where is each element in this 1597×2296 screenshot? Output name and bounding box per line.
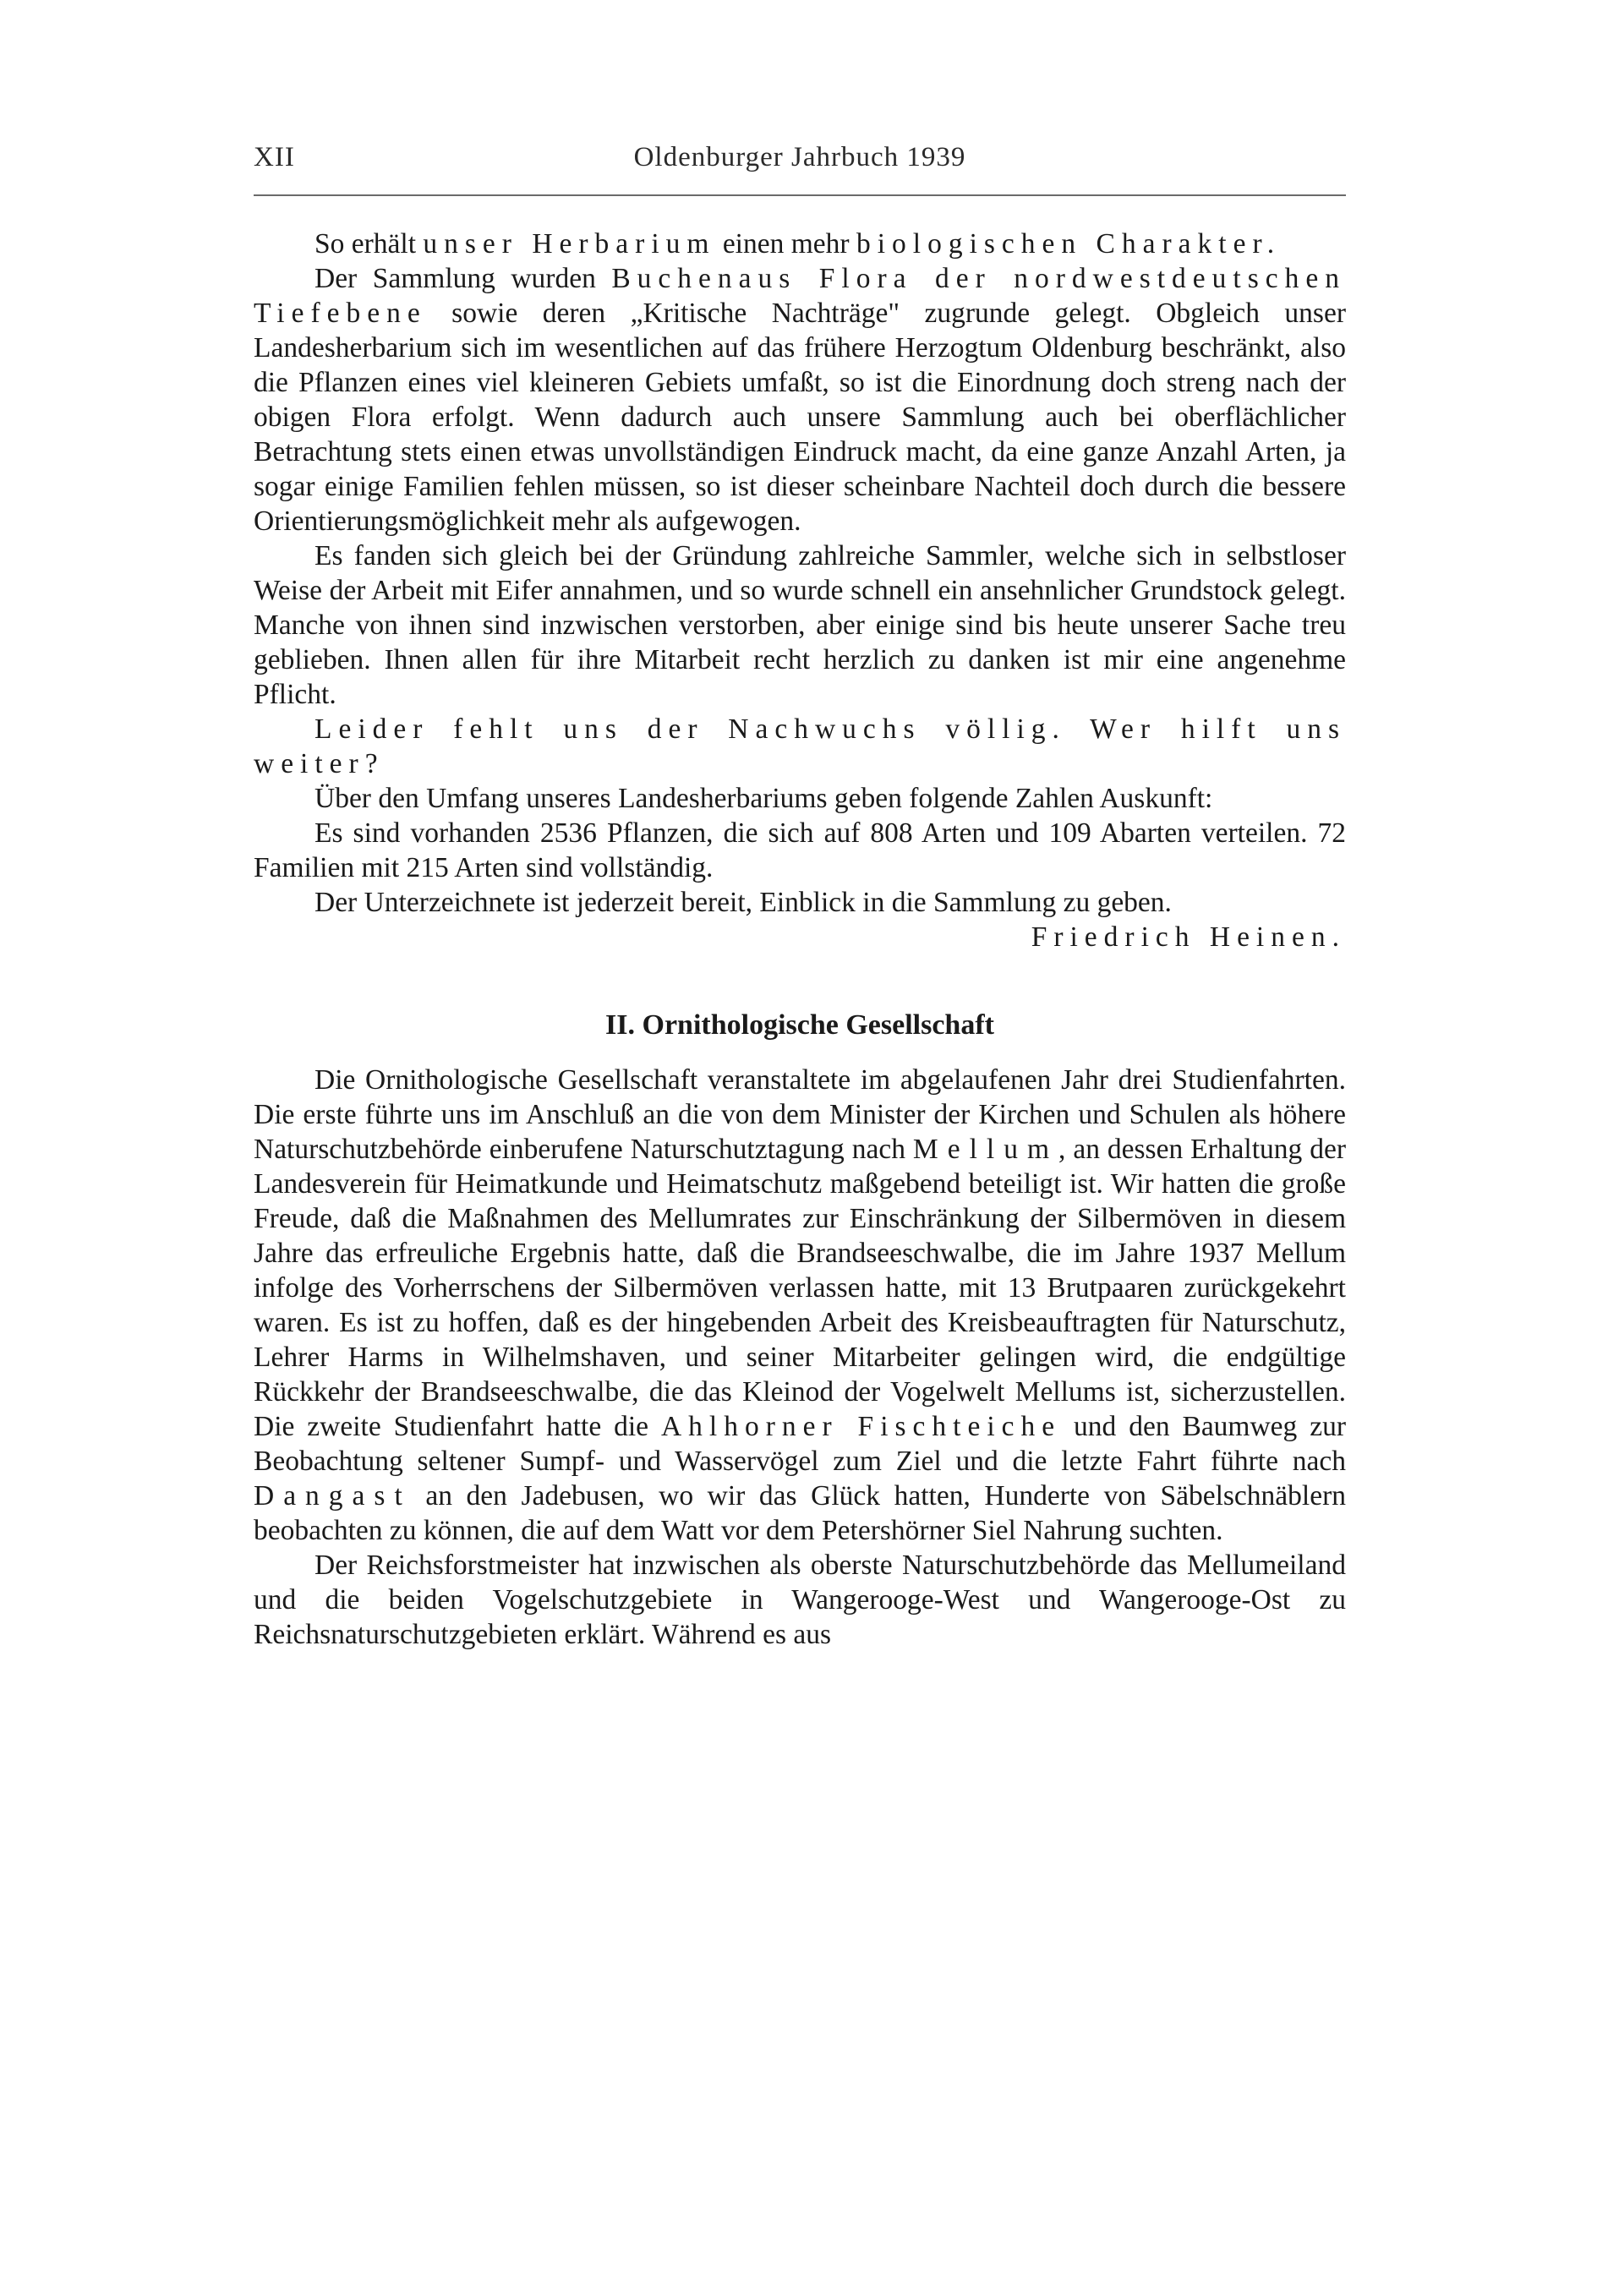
paragraph-collectors: Es fanden sich gleich bei der Gründung zahlreiche Sammler, welche sich in selbstloser Weise der Arbeit mit Eifer annahmen, und so wurde schnell ein ansehnlicher Grundstock gelegt. Manche von ihnen sind inzwischen verstorben, aber einige sind bis heute unserer Sache treu geblieben. Ihnen allen für ihre Mitarbeit recht herzlich zu danken ist mir eine angenehme Pflicht.	[254, 540, 1346, 710]
paragraph-invitation	[254, 885, 1346, 920]
text-run: einen mehr	[715, 228, 856, 260]
section-heading: II. Ornithologische Gesellschaft	[605, 1009, 994, 1041]
text-run: sowie deren „Kritische Nachträge" zugrunde gelegt. Obgleich unser Landesherbarium sich im wesentlichen auf das frühere Herzogtum Oldenburg beschränkt, also die Pflanzen eines viel kleineren Gebiets umfaßt, so ist die Einordnung doch streng nach der obigen Flora erfolgt. Wenn dadurch auch unsere Sammlung auch bei oberflächlicher Betrachtung stets einen etwas unvollständigen Eindruck macht, da eine ganze Anzahl Arten, ja sogar einige Familien fehlen müssen, so ist dieser scheinbare Nachteil doch durch die bessere Orientierungsmöglichkeit mehr als aufgewogen.	[254, 298, 1346, 537]
spaced-text: biologischen Charakter.	[856, 228, 1282, 260]
page-number: XII	[254, 142, 295, 172]
text-run: So erhält	[314, 228, 424, 260]
book-page	[254, 135, 1346, 1652]
spaced-text: Dangast	[254, 1480, 412, 1512]
paragraph-scope: Über den Umfang unseres Landesherbariums geben folgende Zahlen Auskunft:	[314, 783, 1213, 814]
page-body	[254, 227, 1346, 1652]
spaced-text: Buchenaus Flora der nordwestdeutschen Tiefebene	[254, 263, 1346, 329]
paragraph-nature-reserves: Der Reichsforstmeister hat inzwischen als oberste Naturschutzbehörde das Mellumeiland und die beiden Vogelschutzgebiete in Wangerooge-West und Wangerooge-Ost zu Reichsnaturschutzgebieten erklärt. Während es aus	[254, 1550, 1346, 1650]
text-run: Der Sammlung wurden	[314, 263, 612, 294]
paragraph-collection-basis	[254, 261, 1346, 538]
text-run: Der Unterzeichnete ist jederzeit bereit, Einblick in die Sammlung zu geben.	[314, 887, 1172, 918]
text-run: an den Jadebusen, wo wir das Glück hatten, Hunderte von Säbelschnäblern beobachten zu können, die auf dem Watt vor dem Petershörner Siel Nahrung suchten.	[254, 1480, 1346, 1546]
spaced-text: unser Herbarium	[423, 228, 716, 260]
paragraph-herbarium-character	[254, 227, 1346, 261]
paragraph-appeal: Leider fehlt uns der Nachwuchs völlig. Wer hilft uns weiter?	[254, 713, 1346, 779]
text-run: , an dessen Erhaltung der Landesverein für Heimatkunde und Heimatschutz maßgebend beteiligt ist. Wir hatten die große Freude, daß die Maßnahmen des Mellumrates zur Einschränkung der Silbermöven in diesem Jahre das erfreuliche Ergebnis hatte, daß die Brandseeschwalbe, die im Jahre 1937 Mellum infolge des Vorherrschens der Silbermöven verlassen hatte, mit 13 Brutpaaren zurückgekehrt waren. Es ist zu hoffen, daß es der hingebenden Arbeit des Kreisbeauftragten für Naturschutz, Lehrer Harms in Wilhelmshaven, und seiner Mitarbeiter gelingen wird, die endgültige Rückkehr der Brandseeschwalbe, die das Kleinod der Vogelwelt Mellums ist, sicherzustellen. Die zweite Studienfahrt hatte die	[254, 1134, 1346, 1442]
spaced-text: Mellum	[912, 1134, 1058, 1165]
paragraph-statistics: Es sind vorhanden 2536 Pflanzen, die sich auf 808 Arten und 109 Abarten verteilen. 72 Familien mit 215 Arten sind vollständig.	[254, 817, 1346, 883]
header-rule	[254, 194, 1346, 196]
page-header	[254, 135, 1346, 179]
signature-line	[254, 920, 1346, 954]
text-run: Die Ornithologische Gesellschaft veranstaltete im abgelaufenen Jahr drei Studienfahrten. Die erste führte uns im Anschluß an die von dem Minister der Kirchen und Schulen als höhere Naturschutzbehörde einberufene Naturschutztagung nach	[254, 1064, 1346, 1165]
running-title: Oldenburger Jahrbuch 1939	[633, 142, 966, 172]
signature: Friedrich Heinen.	[1031, 921, 1346, 953]
paragraph-study-trips	[254, 1063, 1346, 1548]
text-run: und den Baumweg zur Beobachtung seltener Sumpf- und Wasservögel zum Ziel und die letzte Fahrt führte nach	[254, 1411, 1346, 1477]
spaced-text: Ahlhorner Fischteiche	[660, 1411, 1062, 1442]
